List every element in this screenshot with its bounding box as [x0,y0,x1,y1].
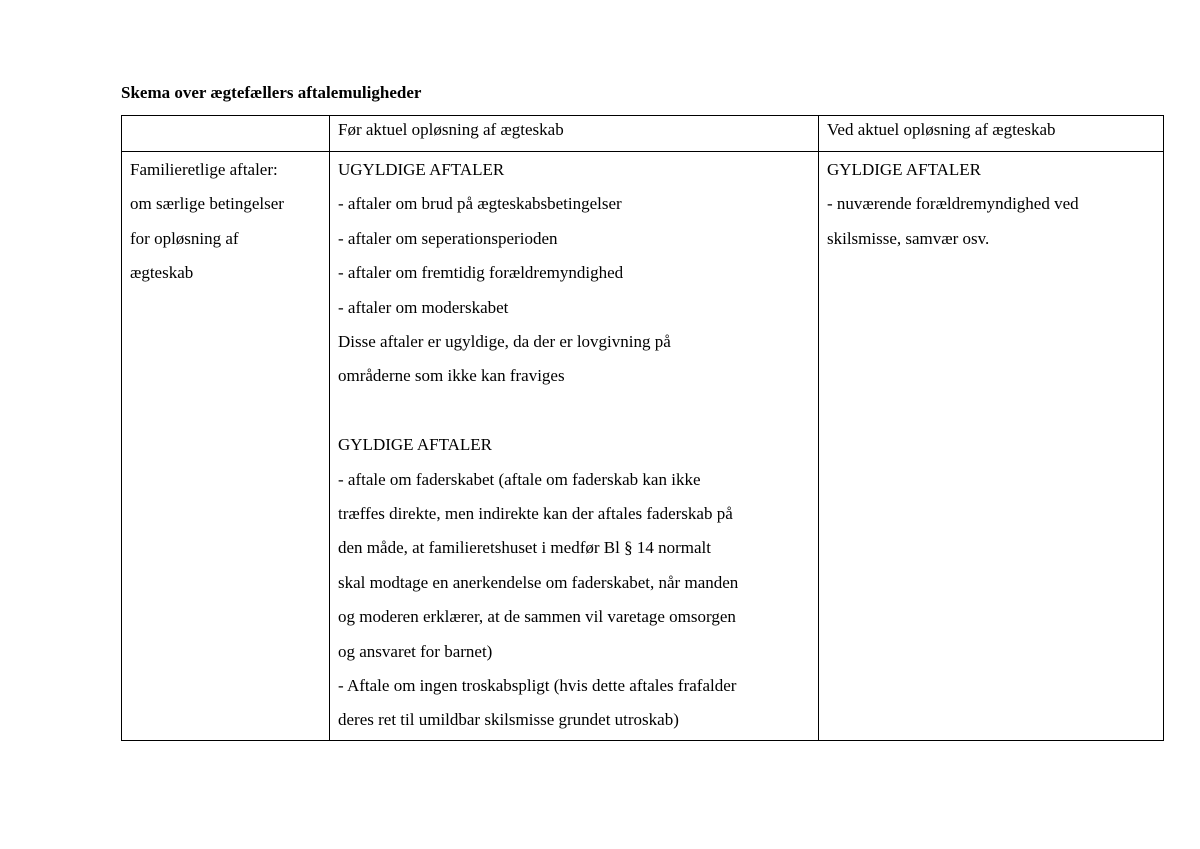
cell-text-line: - aftaler om brud på ægteskabsbetingelser [338,194,622,214]
cell-text-line: og ansvaret for barnet) [338,641,493,661]
at-dissolution-cell [819,152,1164,741]
cell-text-line: Familieretlige aftaler: [130,160,278,179]
before-dissolution-cell [330,152,819,741]
cell-text-line: GYLDIGE AFTALER [827,160,981,179]
table-row [122,152,1164,741]
cell-text-line: - aftaler om seperationsperioden [338,228,558,248]
cell-text-line: GYLDIGE AFTALER [338,435,492,455]
document-title: Skema over ægtefællers aftalemuligheder [121,83,422,102]
row-label-cell [122,152,330,741]
cell-text-line: - aftale om faderskabet (aftale om faderskab kan ikke [338,469,701,489]
agreement-scheme-table [121,115,1164,741]
cell-text-line: UGYLDIGE AFTALER [338,160,505,179]
cell-text-line: ægteskab [130,263,194,283]
cell-text-line: om særlige betingelser [130,194,284,214]
header-cell-empty [122,116,330,152]
cell-text-line: - aftaler om moderskabet [338,297,509,317]
cell-text-line: - aftaler om fremtidig forældremyndighed [338,263,624,283]
cell-text-line: skal modtage en anerkendelse om faderskabet, når manden [338,572,739,592]
cell-text-line: for opløsning af [130,228,239,248]
cell-text-line [338,394,810,428]
cell-text-line: - Aftale om ingen troskabspligt (hvis dette aftales frafalder [338,676,737,696]
cell-text-line: træffes direkte, men indirekte kan der aftales faderskab på [338,504,733,524]
cell-text-line: deres ret til umildbar skilsmisse grundet utroskab) [338,710,679,730]
header-cell-before-dissolution: Før aktuel opløsning af ægteskab [330,116,819,152]
cell-text-line: skilsmisse, samvær osv. [827,228,990,248]
table-header-row [122,116,1164,152]
cell-text-line: og moderen erklærer, at de sammen vil varetage omsorgen [338,607,736,627]
cell-text-line: - nuværende forældremyndighed ved [827,194,1079,214]
header-cell-at-dissolution: Ved aktuel opløsning af ægteskab [819,116,1164,152]
cell-text-line: den måde, at familieretshuset i medfør Bl § 14 normalt [338,538,711,558]
cell-text-line: Disse aftaler er ugyldige, da der er lovgivning på [338,332,671,352]
cell-text-line: områderne som ikke kan fraviges [338,366,565,386]
